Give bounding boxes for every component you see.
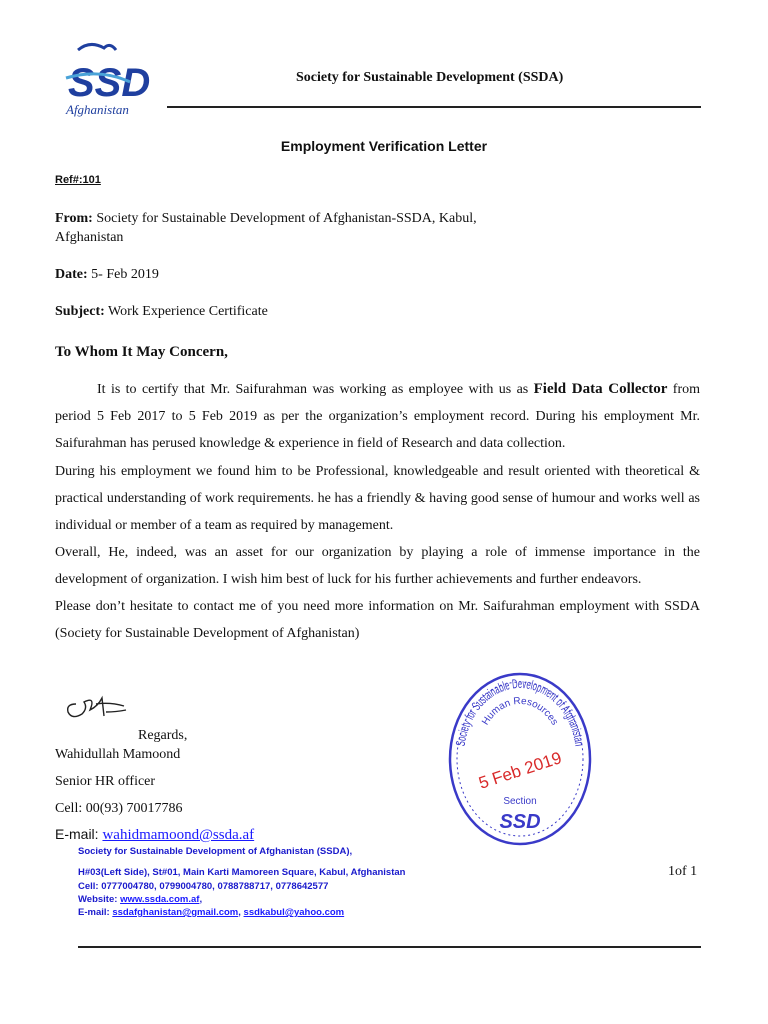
greeting: To Whom It May Concern, [55, 344, 228, 360]
subject-line [55, 304, 268, 320]
footer-email-link-2[interactable]: ssdkabul@yahoo.com [243, 907, 345, 918]
subject-value: Work Experience Certificate [108, 304, 268, 319]
footer-phones: Cell: 0777004780, 0799004780, 0788788717, 0778642577 [78, 881, 329, 892]
stamp-date: 5 Feb 2019 [476, 748, 564, 793]
reference-number: Ref#:101 [55, 174, 101, 186]
header-divider [167, 106, 701, 108]
footer-email-link-1[interactable]: ssdafghanistan@gmail.com [112, 907, 239, 918]
signer-name: Wahidullah Mamoond [55, 747, 181, 762]
signer-cell: Cell: 00(93) 70017786 [55, 801, 183, 816]
from-value: Society for Sustainable Development of Afghanistan-SSDA, Kabul, [96, 211, 477, 226]
footer-emails [78, 907, 344, 918]
footer-email-separator: , [238, 907, 244, 918]
footer-org: Society for Sustainable Development of Afghanistan (SSDA), [78, 846, 353, 857]
regards: Regards, [138, 728, 188, 743]
footer-email-label: E-mail: [78, 907, 113, 918]
ssd-logo [60, 38, 160, 118]
signer-email-link[interactable]: wahidmamoond@ssda.af [102, 827, 255, 843]
from-line-2: Afghanistan [55, 230, 124, 245]
stamp-org-text: Society for Sustainable Development of Afghanistan [452, 675, 588, 750]
paragraph-1-start: It is to certify that Mr. Saifurahman was working as employee with us as [97, 382, 534, 397]
organization-header: Society for Sustainable Development (SSDA) [296, 70, 564, 85]
website-suffix: , [199, 894, 203, 905]
date-label: Date: [55, 267, 88, 282]
footer-website [78, 894, 202, 905]
page-number: 1of 1 [668, 864, 698, 879]
paragraph-1-end: from period 5 Feb 2017 to 5 Feb 2019 as per the organization’s employment record. During his employment Mr. Saifurahman has perused knowledge & experience in field of Research and data collection. [55, 382, 700, 451]
svg-text:Society for Sustainable Develo [452, 675, 588, 750]
logo-subtext: Afghanistan [66, 102, 129, 117]
job-role: Field Data Collector [533, 381, 668, 397]
email-label: E-mail: [55, 826, 103, 842]
subject-label: Subject: [55, 304, 105, 319]
date-line [55, 267, 159, 283]
paragraph-2: During his employment we found him to be Professional, knowledgeable and result oriented with theoretical & practical understanding of work requirements. he has a friendly & having good sense of humour and works well as individual or member of a team as required by management. [55, 464, 700, 533]
paragraph-3: Overall, He, indeed, was an asset for our organization by playing a role of immense importance in the development of organization. I wish him best of luck for his further achievements and further endeavors. [55, 545, 700, 587]
stamp-dept-text: Human Resources [480, 695, 560, 728]
footer-divider [78, 946, 701, 948]
from-line [55, 211, 477, 227]
footer-address: H#03(Left Side), St#01, Main Karti Mamoreen Square, Kabul, Afghanistan [78, 867, 406, 878]
letter-title: Employment Verification Letter [280, 138, 488, 154]
website-label: Website: [78, 894, 121, 905]
stamp-logo: SSD [499, 811, 541, 833]
handwritten-signature [62, 690, 130, 724]
stamp-section: Section [503, 796, 537, 807]
hr-stamp [448, 672, 592, 846]
logo-text: SSD [68, 61, 151, 105]
date-value: 5- Feb 2019 [91, 267, 159, 282]
from-label: From: [55, 211, 93, 226]
paragraph-4: Please don’t hesitate to contact me of you need more information on Mr. Saifurahman employment with SSDA (Society for Sustainable Development of Afghanistan) [55, 599, 700, 641]
signer-email-line [55, 826, 254, 844]
website-link[interactable]: www.ssda.com.af [120, 894, 200, 905]
paragraph-1 [55, 376, 700, 457]
signer-position: Senior HR officer [55, 774, 156, 789]
